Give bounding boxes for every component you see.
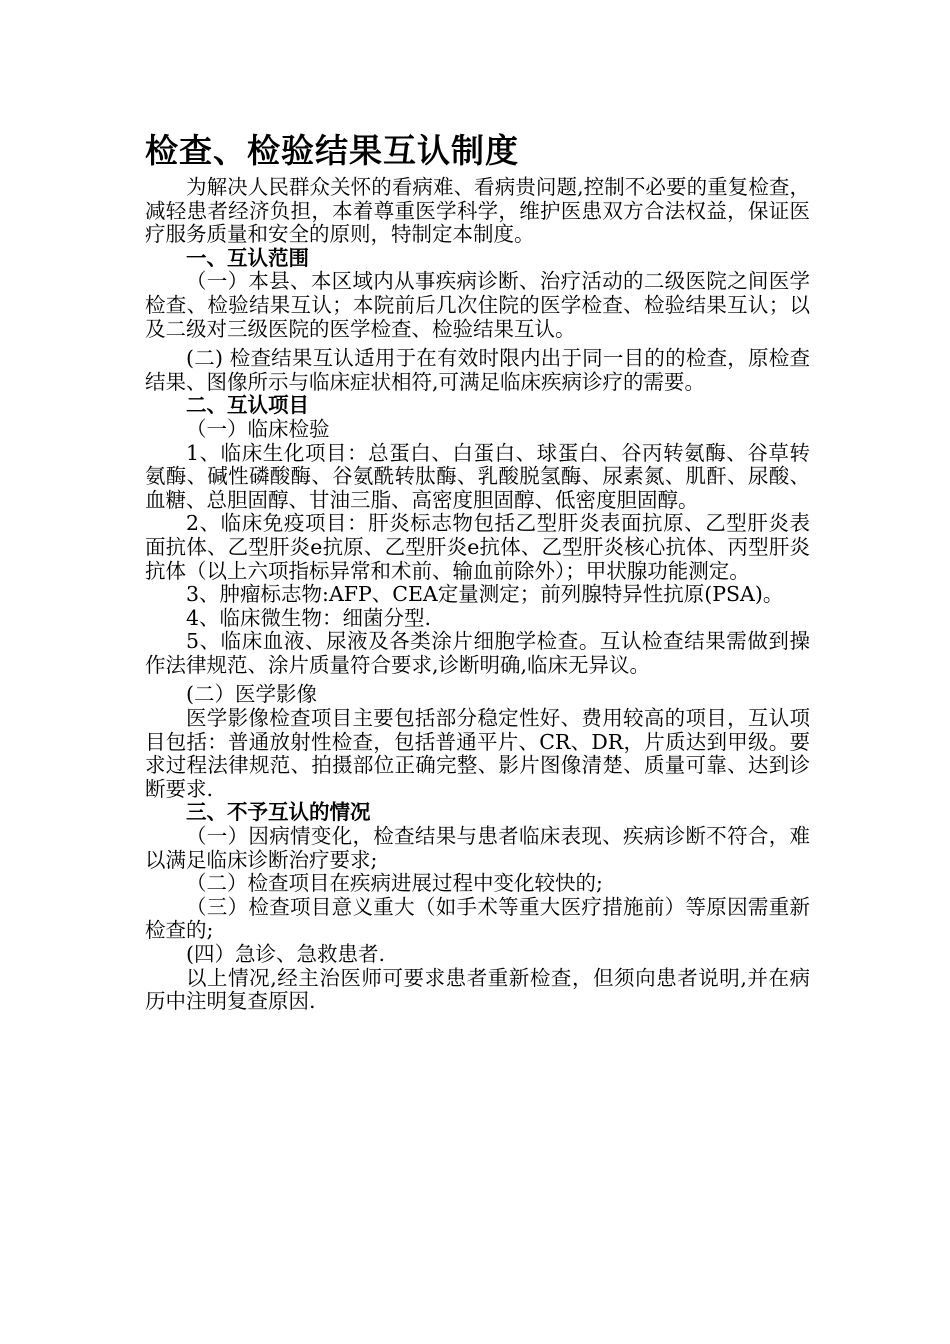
document-title: 检查、检验结果互认制度	[145, 131, 519, 170]
subheading-clinical-lab: （一）临床检验	[186, 416, 330, 441]
section-heading-scope: 一、互认范围	[186, 245, 309, 270]
document-page	[145, 128, 810, 1014]
item-microbiology: 4、临床微生物：细菌分型.	[186, 605, 432, 630]
scope-paragraph-2: (二) 检查结果互认适用于在有效时限内出于同一目的的检查，原检查结果、图像所示与临床症状相符,可满足临床疾病诊疗的需要。	[145, 346, 810, 394]
exclusion-2: （二）检查项目在疾病进展过程中变化较快的;	[186, 871, 603, 896]
item-tumor-markers: 3、肿瘤标志物:AFP、CEA定量测定；前列腺特异性抗原(PSA)。	[186, 582, 784, 607]
intro-paragraph: 为解决人民群众关怀的看病难、看病贵问题,控制不必要的重复检查，减轻患者经济负担，本着尊重医学科学，维护医患双方合法权益，保证医疗服务质量和安全的原则，特制定本制度。	[145, 175, 810, 247]
section-heading-items: 二、互认项目	[186, 393, 309, 418]
exclusion-3: （三）检查项目意义重大（如手术等重大医疗措施前）等原因需重新检查的;	[145, 894, 810, 943]
item-immunology: 2、临床免疫项目：肝炎标志物包括乙型肝炎表面抗原、乙型肝炎表面抗体、乙型肝炎e抗原、乙型肝炎e抗体、乙型肝炎核心抗体、丙型肝炎抗体（以上六项指标异常和术前、输血前除外）；甲状腺功能测定。	[145, 511, 810, 583]
subheading-imaging: (二）医学影像	[186, 682, 317, 707]
scope-paragraph-1: （一）本县、本区域内从事疾病诊断、治疗活动的二级医院之间医学检查、检验结果互认；本院前后几次住院的医学检查、检验结果互认；以及二级对三级医院的医学检查、检验结果互认。	[145, 269, 810, 341]
exclusion-1: （一）因病情变化，检查结果与患者临床表现、疾病诊断不符合，难以满足临床诊断治疗要求;	[145, 824, 810, 872]
exclusion-4: (四）急诊、急救患者.	[186, 942, 386, 966]
item-biochemistry: 1、临床生化项目：总蛋白、白蛋白、球蛋白、谷丙转氨酶、谷草转氨酶、碱性磷酸酶、谷氨酰转肽酶、乳酸脱氢酶、尿素氮、肌酐、尿酸、血糖、总胆固醇、甘油三脂、高密度胆固醇、低密度胆固醇。	[145, 440, 810, 512]
closing-paragraph: 以上情况,经主治医师可要求患者重新检查，但须向患者说明,并在病历中注明复查原因.	[145, 965, 810, 1014]
section-heading-exclusions: 三、不予互认的情况	[186, 800, 371, 825]
imaging-paragraph: 医学影像检查项目主要包括部分稳定性好、费用较高的项目，互认项目包括：普通放射性检查，包括普通平片、CR、DR，片质达到甲级。要求过程法律规范、拍摄部位正确完整、影片图像清楚、质量可靠、达到诊断要求.	[145, 706, 810, 801]
item-hematology: 5、临床血液、尿液及各类涂片细胞学检查。互认检查结果需做到操作法律规范、涂片质量符合要求,诊断明确,临床无异议。	[145, 629, 810, 677]
